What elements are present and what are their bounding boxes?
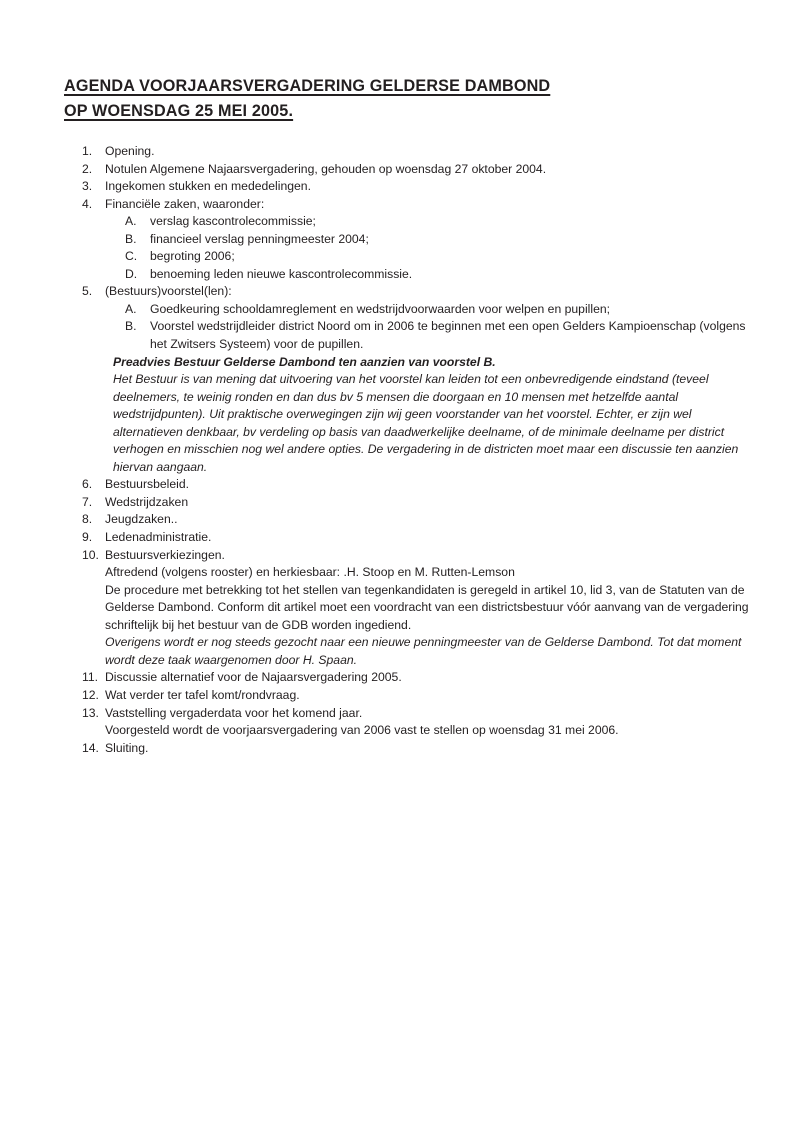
agenda-item: [64, 740, 754, 758]
agenda-item: [64, 529, 754, 547]
agenda-subitem-label: begroting 2006;: [150, 249, 235, 264]
agenda-item-body: [105, 476, 754, 494]
agenda-item-italic-note: Overigens wordt er nog steeds gezocht naar een nieuwe penningmeester van de Gelderse Dambond. Tot dat moment wordt deze taak waargenomen door H. Spaan.: [105, 635, 742, 667]
agenda-item-body: [105, 547, 754, 670]
agenda-subitem: [64, 266, 754, 284]
agenda-item-label: (Bestuurs)voorstel(len):: [105, 284, 232, 299]
agenda-item-label: Vaststelling vergaderdata voor het komend jaar.: [105, 705, 363, 720]
page-title: [64, 74, 724, 123]
agenda-item-label: Ledenadministratie.: [105, 530, 212, 545]
agenda-item-number: 1.: [82, 144, 93, 158]
agenda-item-body: [105, 740, 754, 758]
agenda-item-number: 7.: [82, 494, 93, 509]
agenda-item-label: Sluiting.: [105, 740, 149, 755]
agenda-item-body: [105, 687, 754, 705]
agenda-subitem: [64, 248, 754, 266]
agenda-subitem-letter: A.: [125, 214, 137, 229]
agenda-item-number: 4.: [82, 196, 93, 211]
agenda-item-body: [105, 705, 754, 740]
agenda-subitem-letter: B.: [125, 231, 137, 246]
agenda-subitem-label: financieel verslag penningmeester 2004;: [150, 231, 369, 246]
agenda-item-number: 9.: [82, 530, 93, 545]
agenda-item-number: 14.: [82, 740, 99, 755]
agenda-item-label: Financiële zaken, waaronder:: [105, 196, 265, 211]
agenda-item-label: Ingekomen stukken en mededelingen.: [105, 179, 311, 194]
agenda-item-continuation: Voorgesteld wordt de voorjaarsvergadering van 2006 vast te stellen op woensdag 31 mei 2006.: [105, 723, 619, 738]
page-title-line-2: OP WOENSDAG 25 MEI 2005.: [64, 101, 294, 120]
agenda-subitem-letter: B.: [125, 319, 137, 334]
agenda-subitem-label: Goedkeuring schooldamreglement en wedstrijdvoorwaarden voor welpen en pupillen;: [150, 301, 611, 316]
agenda-item-body: [105, 494, 754, 512]
agenda-item-body: [105, 178, 754, 196]
agenda-item-label: Bestuursbeleid.: [105, 477, 190, 492]
agenda-item-number: 6.: [82, 477, 93, 492]
agenda-list: [64, 143, 754, 757]
agenda-item-label: Notulen Algemene Najaarsvergadering, gehouden op woensdag 27 oktober 2004.: [105, 161, 547, 176]
agenda-item: [64, 161, 754, 179]
agenda-item-label: Jeugdzaken..: [105, 512, 178, 527]
agenda-subitem: [64, 301, 754, 319]
agenda-subitem-label: benoeming leden nieuwe kascontrolecommissie.: [150, 266, 413, 281]
agenda-item-number: 3.: [82, 179, 93, 194]
agenda-item-continuation: Aftredend (volgens rooster) en herkiesbaar: .H. Stoop en M. Rutten-Lemson: [105, 565, 515, 580]
agenda-item-number: 5.: [82, 284, 93, 299]
agenda-item: [64, 494, 754, 512]
agenda-subitem: [64, 231, 754, 249]
agenda-subitem-label: verslag kascontrolecommissie;: [150, 214, 316, 229]
agenda-item: [64, 143, 754, 161]
agenda-item-label: Wat verder ter tafel komt/rondvraag.: [105, 687, 300, 702]
page-title-line-1: AGENDA VOORJAARSVERGADERING GELDERSE DAMBOND: [64, 77, 551, 95]
agenda-item: [64, 705, 754, 740]
agenda-item-label: Discussie alternatief voor de Najaarsvergadering 2005.: [105, 670, 402, 685]
agenda-item-number: 2.: [82, 161, 93, 176]
agenda-item-label: Wedstrijdzaken: [105, 494, 189, 509]
agenda-item-body: [105, 669, 754, 687]
agenda-item-body: [105, 196, 754, 214]
agenda-subitem-letter: D.: [125, 266, 138, 281]
agenda-item-body: [105, 143, 754, 161]
agenda-item-number: 13.: [82, 705, 99, 720]
agenda-item: [64, 196, 754, 214]
agenda-item-label: Opening.: [105, 144, 155, 158]
agenda-item: [64, 178, 754, 196]
agenda-item-body: [105, 283, 754, 301]
agenda-item: [64, 476, 754, 494]
agenda-item-body: [105, 511, 754, 529]
agenda-item: [64, 511, 754, 529]
agenda-item-label: Bestuursverkiezingen.: [105, 547, 225, 562]
agenda-subitem-label: Voorstel wedstrijdleider district Noord om in 2006 te beginnen met een open Gelders Kampioenschap (volgens het Zwitsers Systeem) voor de pupillen.: [150, 319, 746, 352]
agenda-item-body: [105, 529, 754, 547]
agenda-item-number: 12.: [82, 687, 99, 702]
agenda-item: [64, 687, 754, 705]
agenda-item-continuation: De procedure met betrekking tot het stellen van tegenkandidaten is geregeld in artikel 10, lid 3, van de Statuten van de Gelderse Dambond. Conform dit artikel moet een voordracht van een districtsbestuur vóór aanvang van de vergadering schriftelijk bij het bestuur van de GDB worden ingediend.: [105, 582, 749, 632]
agenda-subitem: [64, 213, 754, 231]
agenda-item-number: 10.: [82, 547, 99, 562]
preadvies-body: Het Bestuur is van mening dat uitvoering van het voorstel kan leiden tot een onbevredigende eindstand (teveel deelnemers, te weinig ronden en dan dus bv 5 mensen die doorgaan en 10 mensen met hetzelfde aantal wedstrijdpunten). Uit praktische overwegingen zijn wij geen voorstander van het voorstel. Echter, er zijn wel alternatieven denkbaar, bv verdeling op basis van daadwerkelijke deelname, of de minimale deelname per district verhogen en misschien nog wel andere opties. De vergadering in de districten moet maar een discussie ten aanzien hiervan aangaan.: [113, 372, 739, 474]
agenda-item: [64, 283, 754, 301]
preadvies-heading: Preadvies Bestuur Gelderse Dambond ten aanzien van voorstel B.: [113, 354, 496, 369]
agenda-subitem-letter: A.: [125, 301, 137, 316]
agenda-item-number: 11.: [82, 670, 99, 685]
agenda-item: [64, 669, 754, 687]
agenda-item-number: 8.: [82, 512, 93, 527]
agenda-item: [64, 547, 754, 670]
agenda-subitem: [64, 318, 754, 353]
agenda-item-body: [105, 161, 754, 179]
agenda-subitem-letter: C.: [125, 249, 138, 264]
